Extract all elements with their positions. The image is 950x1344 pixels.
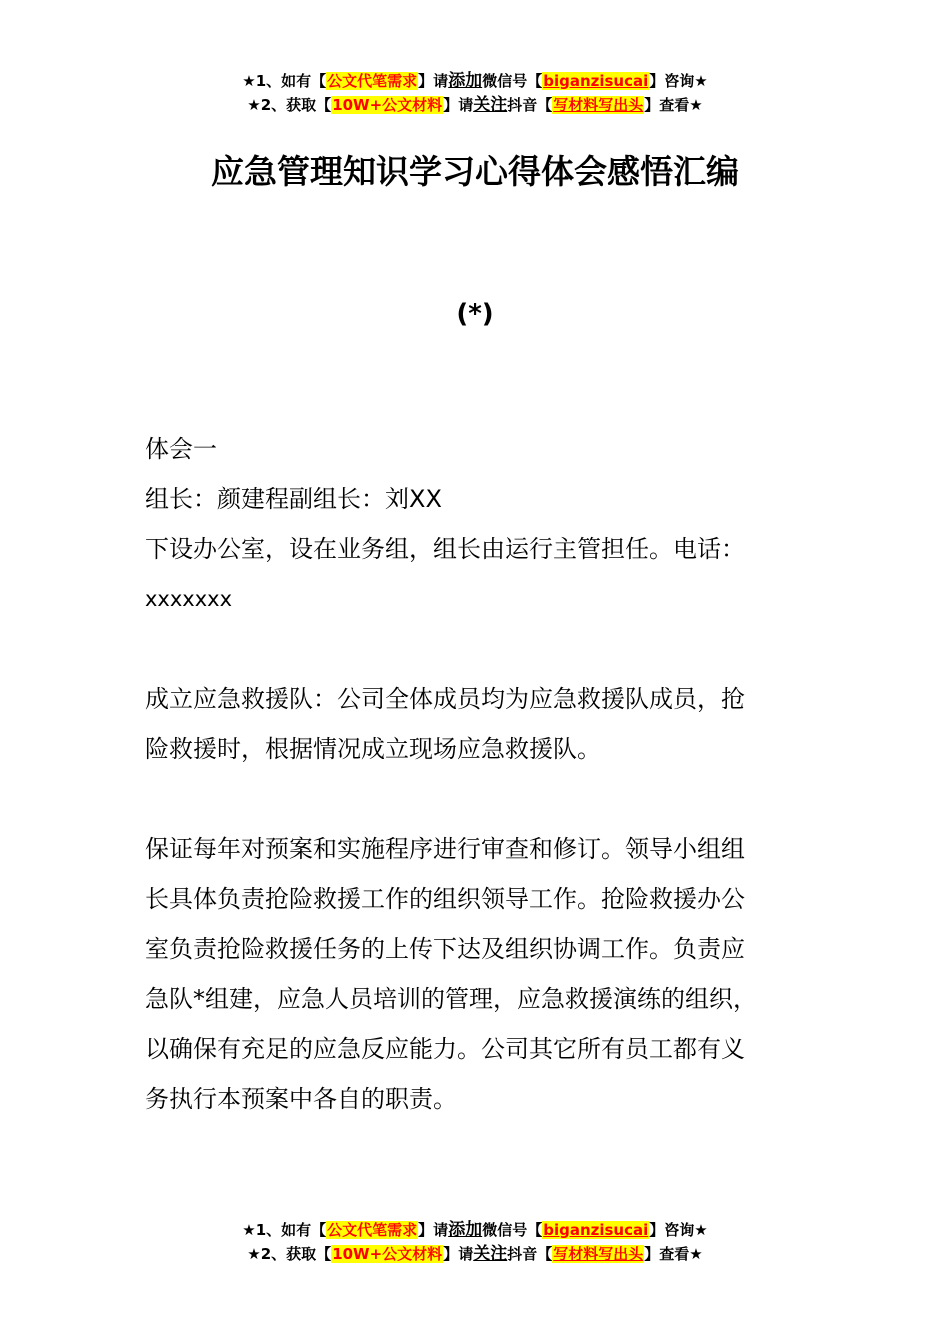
banner-text: 微信号【 bbox=[482, 72, 543, 90]
text-line: 体会一 bbox=[145, 435, 217, 463]
text-line: 成立应急救援队：公司全体成员均为应急救援队成员，抢 bbox=[145, 685, 745, 713]
banner-line-2 bbox=[0, 1242, 950, 1266]
footer-banner bbox=[0, 1218, 950, 1266]
banner-wechat-id: biganzisucai bbox=[543, 72, 649, 90]
banner-text: 】查看★ bbox=[644, 1245, 703, 1263]
paragraph-2 bbox=[145, 674, 810, 774]
banner-douyin-name: 写材料写出头 bbox=[553, 96, 644, 114]
banner-text: 】请 bbox=[418, 72, 449, 90]
banner-text: ★2、获取【 bbox=[247, 96, 332, 114]
banner-text: ★1、如有【 bbox=[242, 72, 327, 90]
banner-text: 抖音【 bbox=[507, 96, 553, 114]
text-line: 保证每年对预案和实施程序进行审查和修订。领导小组组 bbox=[145, 835, 745, 863]
text-line: 室负责抢险救援任务的上传下达及组织协调工作。负责应 bbox=[145, 935, 745, 963]
banner-text: 】请 bbox=[443, 96, 474, 114]
banner-emphasis: 关注 bbox=[473, 1244, 508, 1264]
banner-line-1 bbox=[0, 69, 950, 93]
banner-text: ★2、获取【 bbox=[247, 1245, 332, 1263]
banner-text: 】请 bbox=[443, 1245, 474, 1263]
document-title: 应急管理知识学习心得体会感悟汇编 bbox=[211, 152, 739, 191]
text-line: 险救援时，根据情况成立现场应急救援队。 bbox=[145, 735, 601, 763]
text-line: 急队*组建，应急人员培训的管理，应急救援演练的组织， bbox=[145, 985, 757, 1013]
text-line: xxxxxxx bbox=[145, 587, 232, 611]
text-line: 长具体负责抢险救援工作的组织领导工作。抢险救援办公 bbox=[145, 885, 745, 913]
banner-line-1 bbox=[0, 1218, 950, 1242]
banner-text: 】查看★ bbox=[644, 96, 703, 114]
banner-emphasis: 添加 bbox=[448, 1220, 483, 1240]
banner-highlight: 10W+公文材料 bbox=[332, 1245, 443, 1263]
banner-highlight: 公文代笔需求 bbox=[327, 72, 418, 90]
banner-emphasis: 添加 bbox=[448, 71, 483, 91]
banner-line-2 bbox=[0, 93, 950, 117]
text-line: 务执行本预案中各自的职责。 bbox=[145, 1085, 457, 1113]
document-subtitle: (*) bbox=[456, 299, 494, 329]
banner-highlight: 10W+公文材料 bbox=[332, 96, 443, 114]
paragraph-3 bbox=[145, 824, 810, 1124]
banner-text: 】咨询★ bbox=[649, 1221, 708, 1239]
paragraph-1 bbox=[145, 424, 810, 624]
banner-text: ★1、如有【 bbox=[242, 1221, 327, 1239]
text-line: 下设办公室，设在业务组，组长由运行主管担任。电话： bbox=[145, 535, 745, 563]
banner-text: 】咨询★ bbox=[649, 72, 708, 90]
banner-douyin-name: 写材料写出头 bbox=[553, 1245, 644, 1263]
banner-highlight: 公文代笔需求 bbox=[327, 1221, 418, 1239]
text-line: 组长：颜建程副组长：刘XX bbox=[145, 485, 442, 513]
banner-text: 】请 bbox=[418, 1221, 449, 1239]
banner-wechat-id: biganzisucai bbox=[543, 1221, 649, 1239]
header-banner bbox=[0, 69, 950, 117]
text-line: 以确保有充足的应急反应能力。公司其它所有员工都有义 bbox=[145, 1035, 745, 1063]
banner-text: 微信号【 bbox=[482, 1221, 543, 1239]
banner-emphasis: 关注 bbox=[473, 95, 508, 115]
banner-text: 抖音【 bbox=[507, 1245, 553, 1263]
